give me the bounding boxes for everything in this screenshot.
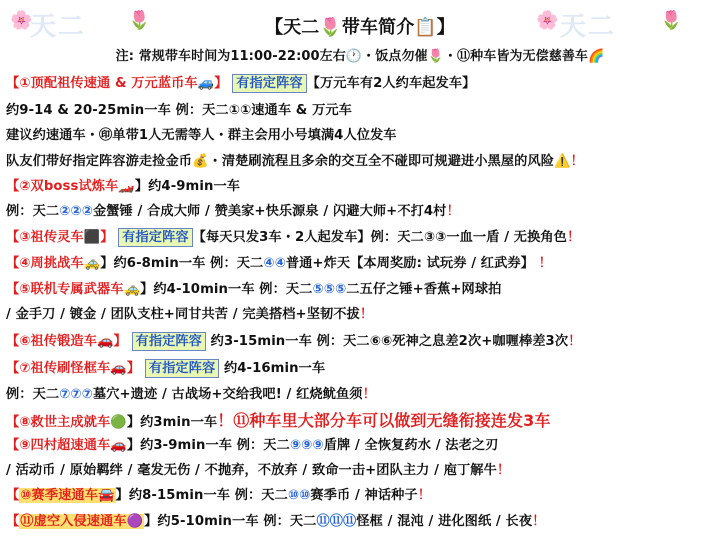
section-1-name: ①顶配祖传速通 & 万元蓝币车🚙 — [19, 76, 215, 91]
section-10-header: 【⑩赛季速通车🚘】约8-15min一车 例：天二⑩⑩赛季币 / 神话种子！ — [6, 488, 432, 503]
section-4-name: ④周挑战车🚕 — [19, 256, 101, 271]
section-2-line-2: 例：天二②②②金蟹锤 / 合成大师 / 赞美家+快乐源泉 / 闪避大师+不打4村！ — [6, 204, 460, 219]
lineup-tag: 有指定阵容 — [132, 332, 206, 351]
note-line: 注: 常规带车时间为11:00-22:00左右🕐・饭点勿催🌷・⑪种车皆为无偿慈善车🌈 — [115, 49, 605, 64]
section-9-line-2: / 活动币 / 原始羁绊 / 毫发无伤 / 不抛弃，不放弃 / 致命一击+团队主力 / 庖丁解牛！ — [6, 463, 511, 478]
section-11-name: ⑪虚空入侵速通车🟣 — [20, 514, 144, 529]
section-10-name: ⑩赛季速通车🚘 — [20, 488, 115, 503]
section-9-name: ⑨四村超速通车🚗 — [19, 438, 127, 453]
section-1-line-4: 队友们带好指定阵容游走捡金币💰・清楚刷流程且多余的交互全不碰即可规避进小黑屋的风险⚠️！ — [6, 154, 584, 169]
section-5-name: ⑤联机专属武器车🚕 — [19, 282, 141, 297]
section-2-name: ②双boss试炼车🏎️ — [19, 179, 135, 194]
section-7-line-2: 例：天二⑦⑦⑦墓穴+遗迹 / 古战场+交给我吧! / 红烧鱿鱼须！ — [6, 387, 376, 402]
section-9-header: 【⑨四村超速通车🚗】约3-9min一车 例：天二⑨⑨⑨盾牌 / 全恢复药水 / 法老之刃 — [6, 438, 499, 453]
section-6-name: ⑥祖传锻造车🚗 — [19, 334, 114, 349]
flower-icon: 🌸 — [536, 10, 559, 31]
section-5-line-2: / 金手刀 / 镀金 / 团队支柱+同甘共苦 / 完美搭档+坚韧不拔！ — [6, 307, 374, 322]
section-1-header: 【①顶配祖传速通 & 万元蓝币车🚙】 有指定阵容 【万元车有2人约车起发车】 — [6, 76, 476, 91]
section-3-header: 【③祖传灵车⬛】 有指定阵容 【每天只发3车・2人起发车】例：天二③③一血一盾 / 无换角色！ — [6, 230, 581, 245]
section-1-line-2: 约9-14 & 20-25min一车 例：天二①①速通车 & 万元车 — [6, 103, 352, 118]
section-2-header: 【②双boss试炼车🏎️】约4-9min一车 — [6, 179, 241, 194]
section-3-name: ③祖传灵车⬛ — [19, 230, 101, 245]
highlight-note: ！⑪种车里大部分车可以做到无缝衔接连发3车 — [217, 411, 551, 430]
section-6-header: 【⑥祖传锻造车🚗】 有指定阵容 约3-15min一车 例：天二⑥⑥死神之息差2次+咖喱棒差3次！ — [6, 334, 582, 349]
section-11-header: 【⑪虚空入侵速通车🟣】约5-10min一车 例：天二⑪⑪⑪怪框 / 混沌 / 进化图纸 / 长夜！ — [6, 514, 546, 529]
section-8-header: 【⑧救世主成就车🟢】约3min一车！⑪种车里大部分车可以做到无缝衔接连发3车 — [6, 411, 551, 430]
lineup-tag: 有指定阵容 — [118, 228, 192, 247]
watermark-right: 天二 — [560, 12, 617, 42]
section-1-line-3: 建议约速通车・㊞单带1人无需等人・群主会用小号填满4人位发车 — [6, 128, 397, 143]
watermark-left: 天二 — [30, 12, 87, 42]
lineup-tag: 有指定阵容 — [145, 359, 219, 378]
section-7-header: 【⑦祖传刷怪框车🚗】 有指定阵容 约4-16min一车 — [6, 361, 326, 376]
section-4-header: 【④周挑战车🚕】约6-8min一车 例：天二④④普通+炸天【本周奖励: 试玩券 / 红武券】 ！ — [6, 256, 552, 271]
section-8-name: ⑧救世主成就车🟢 — [19, 415, 127, 430]
flower-icon: 🌸 — [10, 10, 33, 31]
tulip-icon: 🌷 — [660, 10, 683, 31]
section-7-name: ⑦祖传刷怪框车🚗 — [19, 361, 127, 376]
section-5-header: 【⑤联机专属武器车🚕】约4-10min一车 例：天二⑤⑤⑤二五仔之锤+香蕉+网球拍 — [6, 282, 502, 297]
tulip-icon: 🌷 — [128, 10, 151, 31]
lineup-tag: 有指定阵容 — [232, 74, 306, 93]
page-title: 【天二🌷带车简介📋】 — [265, 17, 455, 38]
